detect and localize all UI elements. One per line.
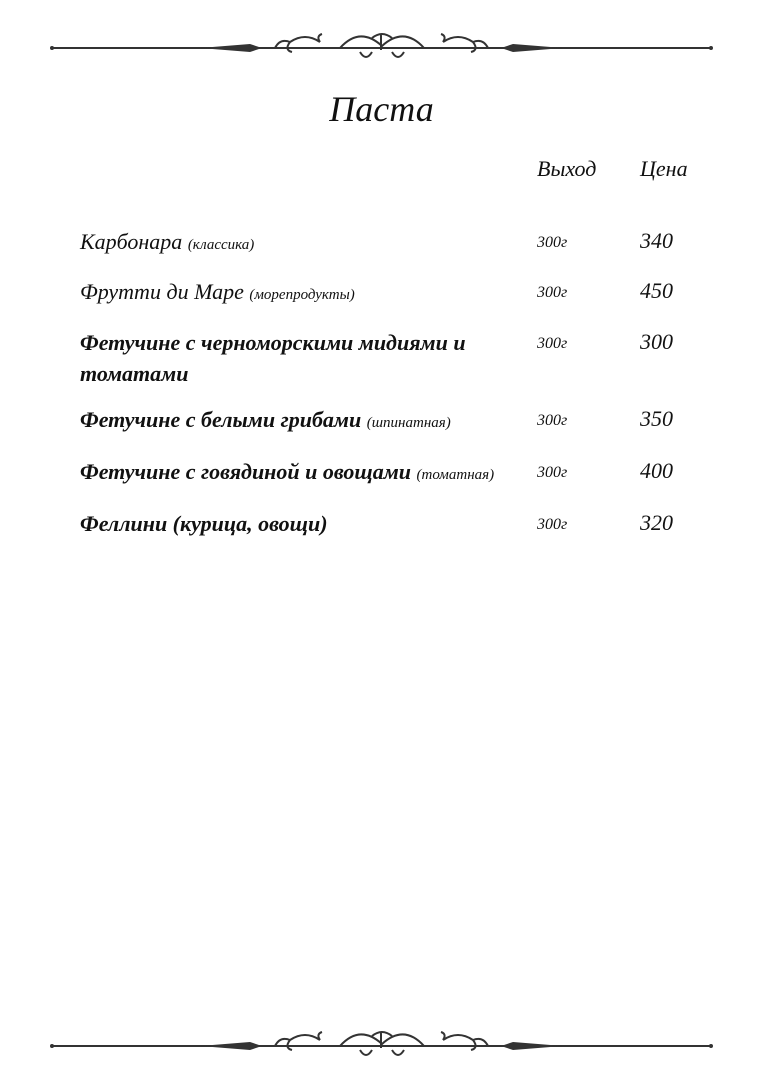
page-title: Паста (329, 89, 434, 129)
item-title: Фрутти ди Маре (80, 279, 244, 304)
item-price: 350 (640, 406, 673, 431)
item-name (80, 508, 530, 539)
item-title: Карбонара (80, 229, 183, 254)
item-weight: 300г (537, 335, 568, 352)
item-name (80, 404, 530, 439)
item-price: 300 (640, 329, 673, 354)
weight-column-header: Выход (537, 156, 597, 181)
item-title: Фетучине с говядиной и овощами (80, 459, 412, 484)
item-title: Фетучине с черноморскими мидиями и томатами (80, 330, 466, 386)
item-name (80, 226, 530, 261)
ornamental-divider-bottom (50, 1026, 713, 1066)
item-description: (классика) (187, 237, 255, 253)
item-weight: 300г (537, 412, 568, 429)
item-name (80, 456, 540, 491)
item-title: Фетучине с белыми грибами (80, 407, 362, 432)
item-weight: 300г (537, 516, 568, 533)
item-name (80, 276, 530, 311)
item-name (80, 327, 480, 389)
item-description: (шпинатная) (366, 415, 451, 431)
ornamental-divider-top (50, 28, 713, 68)
item-title: Феллини (курица, овощи) (80, 511, 328, 536)
item-weight: 300г (537, 284, 568, 301)
item-price: 400 (640, 458, 673, 483)
item-weight: 300г (537, 234, 568, 251)
item-price: 340 (640, 228, 673, 253)
price-column-header: Цена (640, 156, 688, 181)
item-price: 320 (640, 510, 673, 535)
item-description: (морепродукты) (249, 287, 355, 303)
item-price: 450 (640, 278, 673, 303)
item-weight: 300г (537, 464, 568, 481)
item-description: (томатная) (416, 467, 495, 483)
